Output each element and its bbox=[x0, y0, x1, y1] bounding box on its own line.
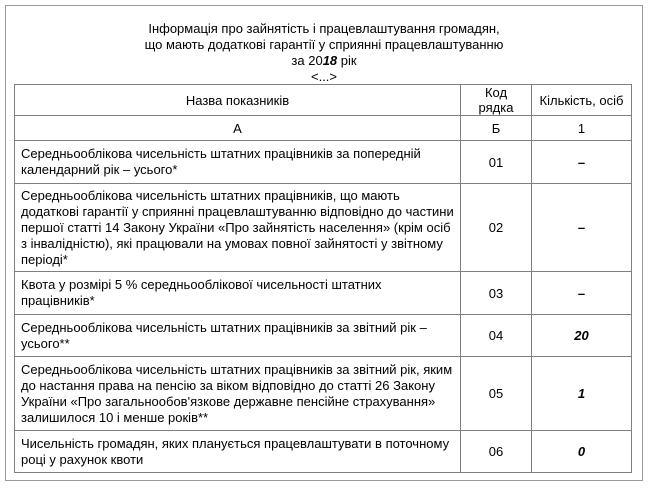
heading-year-tail: рік bbox=[337, 53, 357, 68]
table-row bbox=[15, 357, 632, 431]
row-name: Чисельність громадян, яких планується працевлаштувати в поточному році у рахунок квоти bbox=[15, 431, 461, 473]
row-code: 06 bbox=[461, 431, 532, 473]
row-name: Середньооблікова чисельність штатних працівників за звітний рік, яким до настання права на пенсію за віком відповідно до статті 26 Закону України «Про загальнообов'язкове державне пенсійне страхування» залишилося 10 і менше років** bbox=[15, 357, 461, 431]
index-cell-1: 1 bbox=[532, 116, 632, 141]
heading-year-value: 18 bbox=[322, 53, 338, 68]
heading-year-line bbox=[6, 53, 642, 69]
header-indicator-name: Назва показників bbox=[15, 85, 461, 116]
header-row-code: Код рядка bbox=[461, 85, 532, 116]
table-header-row bbox=[15, 85, 632, 116]
table-row bbox=[15, 184, 632, 272]
row-value: 20 bbox=[532, 315, 632, 357]
row-code: 03 bbox=[461, 272, 532, 315]
table-row bbox=[15, 431, 632, 473]
table-row bbox=[15, 315, 632, 357]
row-code: 04 bbox=[461, 315, 532, 357]
row-name: Середньооблікова чисельність штатних працівників, що мають додаткові гарантії у сприянні працевлаштуванню відповідно до частини першої статті 14 Закону України «Про зайнятість населення» (крім осіб з інвалідністю), які працювали на умовах повної зайнятості у звітному періоді* bbox=[15, 184, 461, 272]
index-cell-b: Б bbox=[461, 116, 532, 141]
row-code: 02 bbox=[461, 184, 532, 272]
row-value: – bbox=[532, 184, 632, 272]
report-table bbox=[14, 84, 632, 473]
row-code: 05 bbox=[461, 357, 532, 431]
row-name: Середньооблікова чисельність штатних працівників за звітний рік – усього** bbox=[15, 315, 461, 357]
heading-year-prefix: за 20 bbox=[291, 53, 323, 68]
heading-line-2: що мають додаткові гарантії у сприянні працевлаштуванню bbox=[144, 37, 504, 52]
row-value: – bbox=[532, 141, 632, 184]
table-index-row bbox=[15, 116, 632, 141]
table-row bbox=[15, 272, 632, 315]
header-quantity: Кількість, осіб bbox=[532, 85, 632, 116]
row-value: 1 bbox=[532, 357, 632, 431]
heading-ellipsis: <...> bbox=[310, 69, 338, 84]
document-heading bbox=[6, 21, 642, 85]
row-name: Квота у розмірі 5 % середньооблікової чисельності штатних працівників* bbox=[15, 272, 461, 315]
row-name: Середньооблікова чисельність штатних працівників за попередній календарний рік – усього* bbox=[15, 141, 461, 184]
row-value: 0 bbox=[532, 431, 632, 473]
heading-line-1: Інформація про зайнятість і працевлаштування громадян, bbox=[148, 21, 500, 36]
table-row bbox=[15, 141, 632, 184]
row-value: – bbox=[532, 272, 632, 315]
index-cell-a: А bbox=[15, 116, 461, 141]
row-code: 01 bbox=[461, 141, 532, 184]
